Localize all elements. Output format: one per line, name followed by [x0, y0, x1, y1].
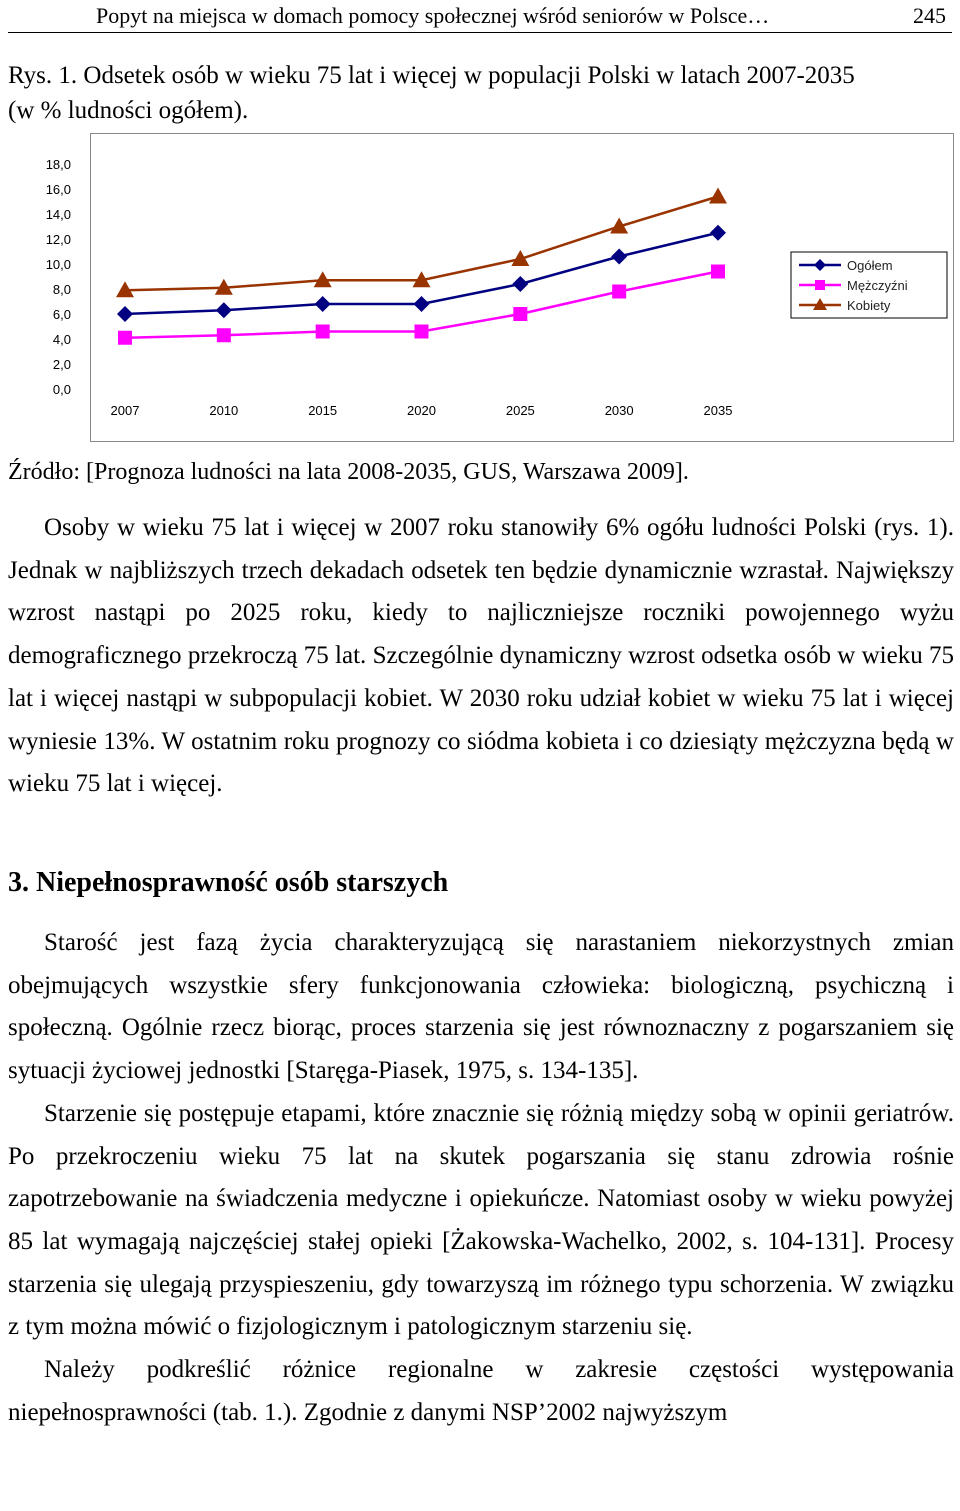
point-marker: [216, 302, 232, 318]
figure-source: Źródło: [Prognoza ludności na lata 2008-2035, GUS, Warszawa 2009].: [8, 459, 689, 485]
point-marker: [315, 296, 331, 312]
page-number: 245: [913, 3, 946, 28]
point-marker: [118, 331, 132, 345]
x-tick-label: 2010: [209, 403, 239, 418]
point-marker: [512, 276, 528, 292]
y-tick-label: 4,0: [52, 332, 71, 347]
point-marker: [611, 249, 627, 265]
y-tick-label: 18,0: [45, 157, 71, 172]
y-tick-label: 0,0: [52, 382, 71, 397]
x-tick-label: 2020: [407, 403, 436, 418]
point-marker: [414, 296, 430, 312]
paragraph: Starzenie się postępuje etapami, które znacznie się różnią między sobą w opinii geriatrów. Po przekroczeniu wieku 75 lat na skutek pogarszania się stanu zdrowia rośnie zapotrzebowanie na świadczenia medyczne i opiekuńcze. Natomiast osoby w wieku powyżej 85 lat wymagają najczęściej stałej opieki [Żakowska-Wachelko, 2002, s. 104-131]. Procesy starzenia się ulegają przyspieszeniu, gdy towarzyszą im różnego typu schorzenia. W związku z tym można mówić o fizjologicznym i patologicznym starzeniu się.: [8, 1099, 954, 1341]
point-marker: [710, 225, 726, 241]
legend-marker: [815, 280, 825, 290]
chart-content: [46, 157, 947, 418]
point-marker: [612, 285, 626, 299]
y-tick-label: 14,0: [45, 207, 71, 222]
running-title: Popyt na miejsca w domach pomocy społecznej wśród seniorów w Polsce…: [96, 3, 770, 28]
paragraph: Starość jest fazą życia charakteryzującą się narastaniem niekorzystnych zmian obejmujących wszystkie sfery funkcjonowania człowieka: biologiczną, psychiczną i społeczną. Ogólnie rzecz biorąc, proces starzenia się jest równoznaczny z pogarszaniem się sytuacji życiowej jednostki [Staręga-Piasek, 1975, s. 134-135].: [8, 929, 954, 1085]
chart-frame: [45, 133, 954, 442]
y-tick-label: 8,0: [52, 282, 71, 297]
x-tick-label: 2015: [308, 403, 338, 418]
point-marker: [711, 265, 725, 279]
point-marker: [117, 306, 133, 322]
figure-caption: Rys. 1. Odsetek osób w wieku 75 lat i więcej w populacji Polski w latach 2007-2035 (w % ludności ogółem).: [8, 62, 855, 124]
line-chart: [45, 134, 952, 440]
section-paragraphs: [8, 922, 954, 1434]
point-marker: [217, 328, 231, 342]
y-tick-label: 16,0: [45, 182, 71, 197]
y-tick-label: 10,0: [45, 257, 71, 272]
legend-label: Kobiety: [847, 298, 891, 313]
y-tick-label: 6,0: [52, 307, 71, 322]
y-tick-label: 12,0: [45, 232, 71, 247]
x-tick-label: 2025: [505, 403, 535, 418]
point-marker: [316, 325, 330, 339]
running-header: [8, 2, 952, 33]
point-marker: [415, 325, 429, 339]
y-tick-label: 2,0: [52, 357, 71, 372]
paragraph: Należy podkreślić różnice regionalne w zakresie częstości występowania niepełnosprawności (tab. 1.). Zgodnie z danymi NSP’2002 najwyższym: [8, 1356, 954, 1426]
legend-label: Mężczyźni: [847, 278, 908, 293]
paragraph: Osoby w wieku 75 lat i więcej w 2007 roku stanowiły 6% ogółu ludności Polski (rys. 1). Jednak w najbliższych trzech dekadach odsetek ten będzie dynamicznie wzrastał. Największy wzrost nastąpi po 2025 roku, kiedy to najliczniejsze roczniki powojennego wyżu demograficznego przekroczą 75 lat. Szczególnie dynamiczny wzrost odsetka osób w wieku 75 lat i więcej nastąpi w subpopulacji kobiet. W 2030 roku udział kobiet w wieku 75 lat i więcej wyniesie 13%. W ostatnim roku prognozy co siódma kobieta i co dziesiąty mężczyzna będą w wieku 75 lat i więcej.: [8, 514, 954, 798]
legend-label: Ogółem: [847, 258, 893, 273]
point-marker: [513, 307, 527, 321]
x-tick-label: 2007: [110, 403, 140, 418]
x-tick-label: 2030: [604, 403, 634, 418]
section-heading: 3. Niepełnosprawność osób starszych: [8, 867, 449, 898]
x-tick-label: 2035: [703, 403, 733, 418]
body-paragraphs: [8, 507, 954, 806]
point-marker: [709, 188, 727, 204]
